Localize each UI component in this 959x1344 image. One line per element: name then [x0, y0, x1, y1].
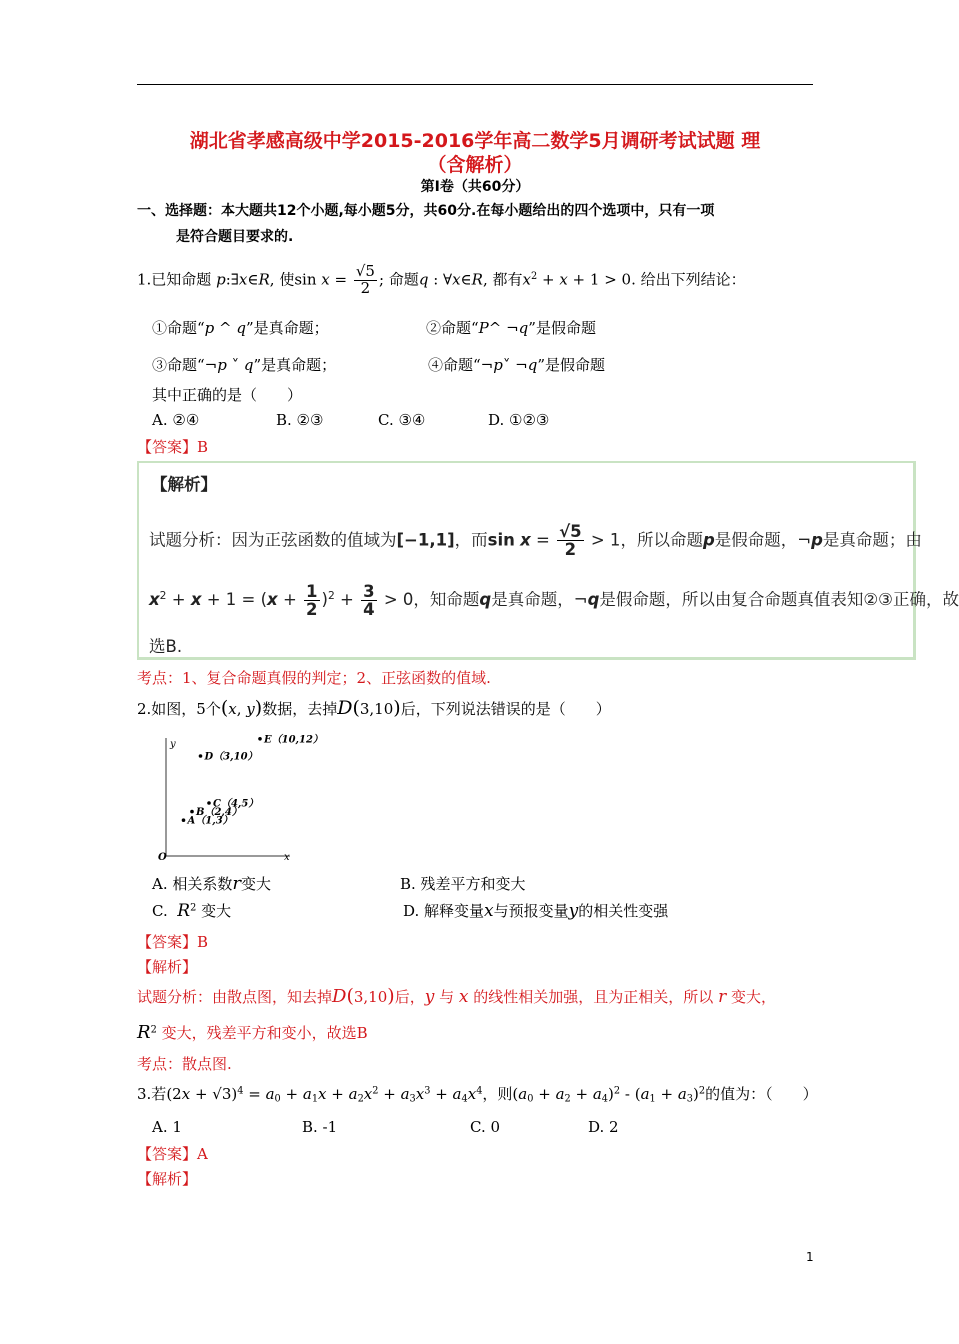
q3-option-b: B. -1	[302, 1118, 338, 1136]
q2-option-d: D. 解释变量x与预报变量y的相关性变强	[403, 901, 669, 921]
q1-analysis-head: 【解析】	[151, 475, 217, 494]
q2-stem: 2.如图，5个(x, y)数据，去掉D(3,10)后，下列说法错误的是（ ）	[137, 697, 611, 719]
q1-analysis-box	[137, 461, 959, 660]
q3-answer: 【答案】A	[137, 1145, 208, 1163]
scatter-point	[258, 737, 262, 741]
q3-stem: 3.若$(2x + √3)^4 = a_0 + a_1x + a_2x^2 + a_3x^3 + a_4x^4$，则$(a_0 + a_2 + a_4)^2 - (a_1 + a_3)^2$的值为：（ ）	[137, 1085, 818, 1105]
q3-analysis-head: 【解析】	[137, 1170, 198, 1188]
q2-answer: 【答案】B	[137, 933, 209, 951]
q3-option-d: D. 2	[588, 1118, 619, 1136]
q2-option-b: B. 残差平方和变大	[400, 875, 526, 893]
q1-analysis-line3: 选B.	[149, 637, 183, 656]
q1-conclusion-2: ②命题“P^ ¬q”是假命题	[426, 319, 596, 337]
q1-option-c: C. ③④	[378, 411, 426, 429]
y-axis-label: y	[170, 739, 176, 750]
q1-stem: 1.已知命题 p:∃x∈R, 使sin x = $\frac{√5}{2}$ ; 命题q : ∀x∈R, 都有$x^2 + x + 1 > 0$. 给出下列结论：	[137, 262, 746, 297]
q2-option-c: C. $R^2$ 变大	[152, 901, 232, 921]
fraction: $\frac{√5}{2}$	[355, 262, 375, 297]
page-number: 1	[806, 1250, 814, 1264]
q1-stem-text: 给出下列结论：	[640, 270, 746, 289]
q3-option-a: A. 1	[152, 1118, 182, 1136]
scatter-point-label: C（4,5）	[213, 798, 259, 810]
q1-answer: 【答案】B	[137, 438, 209, 456]
q2-analysis-line2: $R^2$ 变大，残差平方和变小，故选B	[137, 1022, 368, 1043]
q1-option-b: B. ②③	[276, 411, 324, 429]
q2-kaodian: 考点：散点图.	[137, 1055, 232, 1073]
part1-heading-cont: 是符合题目要求的.	[176, 229, 294, 245]
q1-stem-text: 都有	[492, 270, 523, 289]
q2-scatter-plot	[150, 732, 323, 867]
q2-analysis-line1: 试题分析：由散点图，知去掉D(3,10)后，y 与 x 的线性相关加强，且为正相关，所以 r 变大，	[137, 985, 777, 1007]
q1-conclusion-1: ①命题“p ^ q”是真命题；	[152, 319, 329, 337]
q1-prompt: 其中正确的是（ ）	[152, 386, 303, 404]
q1-option-a: A. ②④	[152, 411, 200, 429]
scatter-point-label: A（1,3）	[187, 815, 233, 827]
scatter-point	[207, 801, 211, 805]
q2-analysis-head: 【解析】	[137, 958, 198, 976]
q1-conclusion-4: ④命题“¬p˅ ¬q”是假命题	[428, 356, 605, 374]
scatter-points	[182, 733, 323, 826]
scatter-point	[190, 810, 194, 814]
scatter-point-label: E（10,12）	[264, 734, 323, 746]
q1-kaodian: 考点：1、复合命题真假的判定；2、正弦函数的值域.	[137, 669, 491, 687]
section-title: 第Ⅰ卷（共60分）	[420, 179, 530, 195]
q1-analysis-line1: 试题分析：因为正弦函数的值域为[−1,1]，而sin x = $\frac{√5}{2}$ > 1，所以命题p是假命题，¬p是真命题；由	[149, 522, 922, 560]
doc-title-line1: 湖北省孝感高级中学2015-2016学年高二数学5月调研考试试题 理	[189, 130, 761, 152]
q1-stem-text: 命题	[388, 270, 419, 289]
scatter-point	[199, 754, 203, 758]
q1-stem-text: 1.已知命题	[137, 270, 212, 289]
origin-label: O	[158, 852, 167, 863]
scatter-point	[182, 818, 186, 822]
part1-heading: 一、选择题：本大题共12个小题,每小题5分，共60分.在每小题给出的四个选项中，只有一项	[137, 203, 715, 219]
q3-option-c: C. 0	[470, 1118, 501, 1136]
q1-analysis-line2: $x^2 + x + 1 = (x$ + $\frac{1}{2}$ )$^2$ + $\frac{3}{4}$ > 0，知命题q是真命题，¬q是假命题，所以由复合命题真值表知②③正确，故	[149, 581, 959, 619]
q1-option-d: D. ①②③	[488, 411, 550, 429]
header-rule	[137, 84, 813, 85]
q1-stem-text: 使	[279, 270, 295, 289]
scatter-point-label: B（2,4）	[196, 807, 242, 819]
doc-title-line2: （含解析）	[427, 154, 523, 176]
x-axis-label: x	[284, 852, 290, 863]
q1-conclusion-3: ③命题“¬p ˅ q”是真命题；	[152, 356, 337, 374]
q2-option-a: A. 相关系数r变大	[152, 873, 271, 894]
scatter-point-label: D（3,10）	[204, 751, 258, 763]
